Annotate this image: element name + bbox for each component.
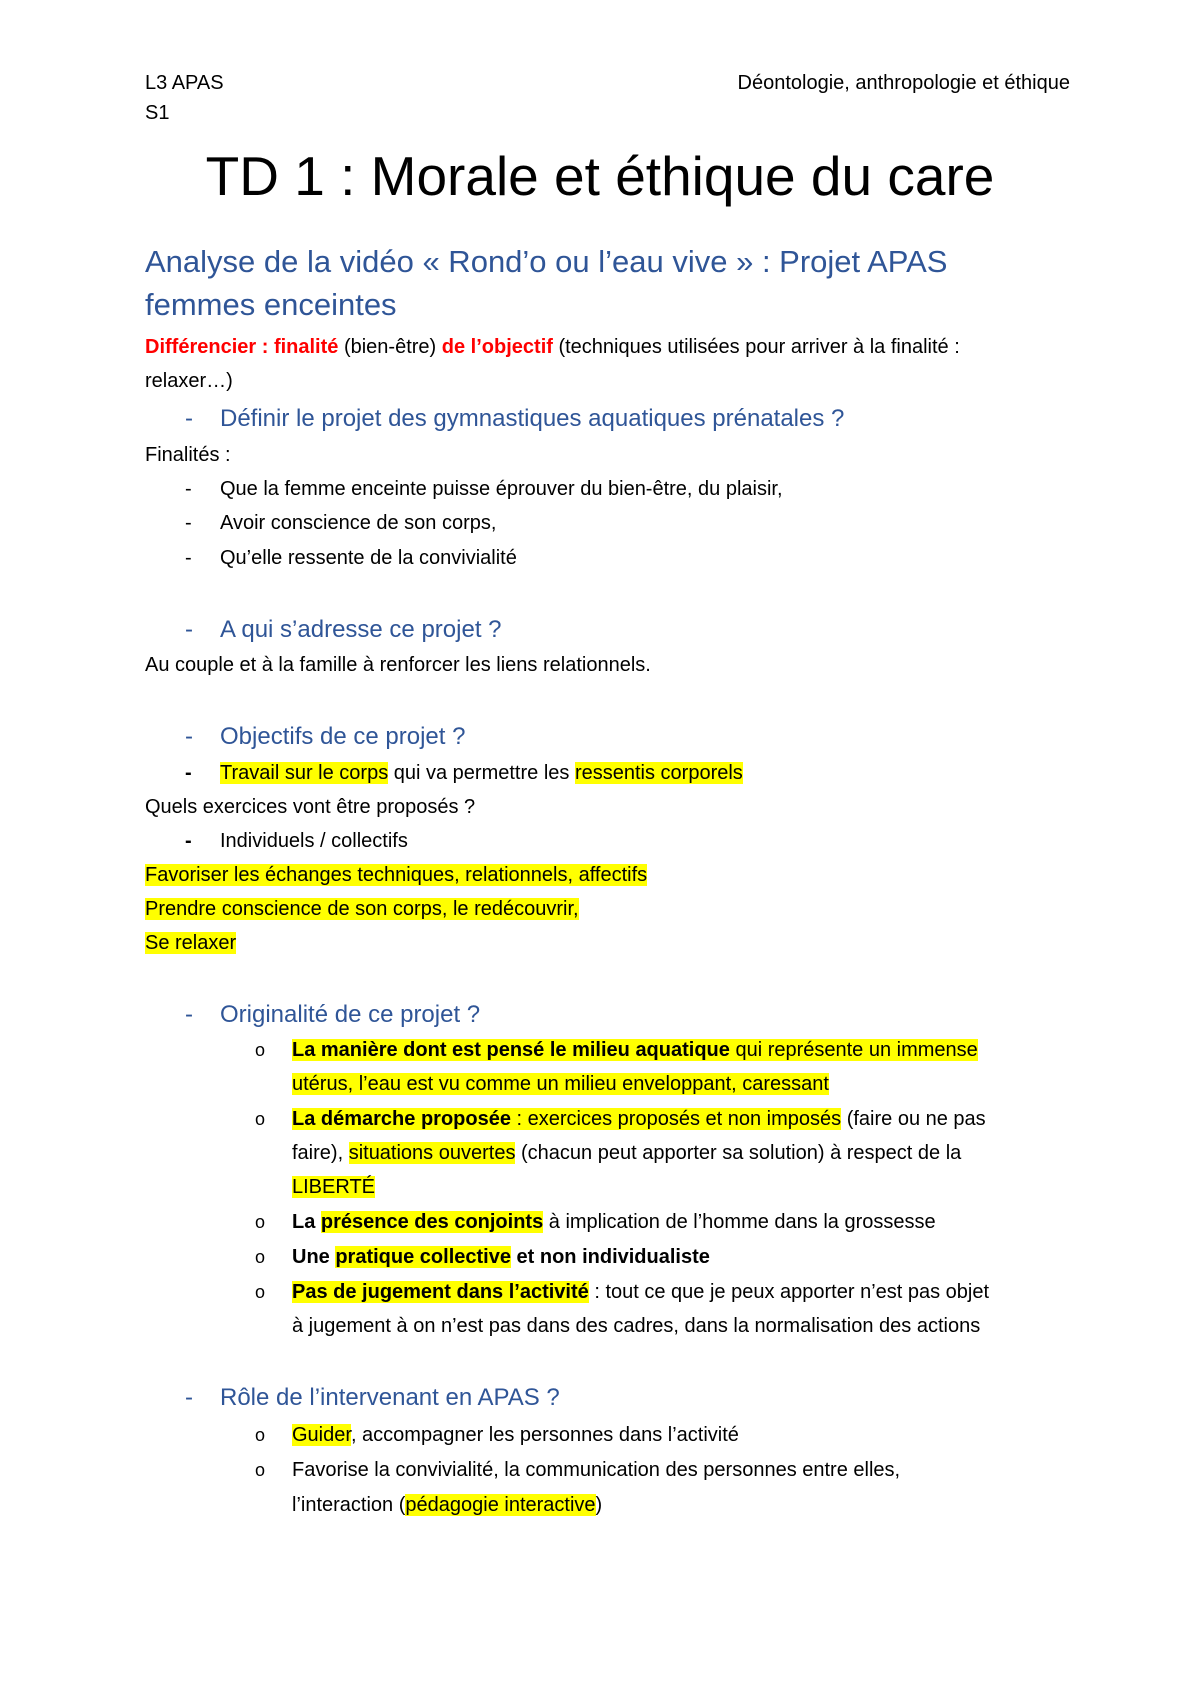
circle-bullet: o bbox=[255, 1425, 266, 1445]
highlight-demarche: La démarche proposée bbox=[292, 1108, 511, 1130]
intro-bien-etre: (bien-être) bbox=[343, 336, 437, 358]
highlight-liberte: LIBERTÉ bbox=[292, 1176, 375, 1198]
highlight-pratique: pratique collective bbox=[335, 1246, 511, 1268]
dash-bullet: - bbox=[185, 1001, 193, 1028]
highlight-line bbox=[145, 930, 236, 956]
role-item-2-line2 bbox=[292, 1492, 602, 1518]
finalite-item: Qu’elle ressente de la convivialité bbox=[220, 547, 517, 569]
une-text: Une bbox=[292, 1246, 336, 1268]
originalite-item-4 bbox=[292, 1244, 710, 1270]
circle-bullet: o bbox=[255, 1282, 266, 1302]
highlight-echanges: Favoriser les échanges techniques, relationnels, affectifs bbox=[145, 864, 648, 886]
interaction-text: l’interaction ( bbox=[292, 1494, 406, 1516]
highlight-line bbox=[145, 896, 579, 922]
finalites-label: Finalités : bbox=[145, 444, 231, 466]
question-1: Définir le projet des gymnastiques aquatiques prénatales ? bbox=[220, 405, 845, 432]
circle-bullet: o bbox=[255, 1212, 266, 1232]
originalite-item-2-line2 bbox=[292, 1140, 961, 1166]
dash-bullet: - bbox=[185, 616, 193, 643]
finalite-item: Avoir conscience de son corps, bbox=[220, 512, 497, 534]
pratique-rest: et non individualiste bbox=[510, 1246, 710, 1268]
highlight-pedagogie: pédagogie interactive bbox=[405, 1494, 596, 1516]
highlight-situations: situations ouvertes bbox=[348, 1142, 516, 1164]
header-subject: Déontologie, anthropologie et éthique bbox=[737, 72, 1070, 94]
finalite-item: Que la femme enceinte puisse éprouver du bien-être, du plaisir, bbox=[220, 478, 783, 500]
dash-bullet: - bbox=[185, 723, 193, 750]
highlight-conjoints: présence des conjoints bbox=[320, 1211, 544, 1233]
highlight-milieu: La manière dont est pensé le milieu aquatique bbox=[292, 1039, 730, 1061]
objectif-item bbox=[220, 760, 743, 786]
role-item-2: Favorise la convivialité, la communication des personnes entre elles, bbox=[292, 1459, 901, 1481]
intro-differencier: Différencier : bbox=[145, 336, 269, 358]
circle-bullet: o bbox=[255, 1247, 266, 1267]
originalite-item-1 bbox=[292, 1037, 978, 1063]
highlight-line bbox=[145, 862, 647, 888]
intro-objectif: de l’objectif bbox=[441, 336, 553, 358]
role-item-1 bbox=[292, 1422, 739, 1448]
guider-rest: , accompagner les personnes dans l’activité bbox=[350, 1424, 739, 1446]
header-course: L3 APAS bbox=[145, 72, 224, 94]
circle-bullet: o bbox=[255, 1460, 266, 1480]
originalite-item-5-line2: à jugement à on n’est pas dans des cadres, dans la normalisation des actions bbox=[292, 1315, 981, 1337]
circle-bullet: o bbox=[255, 1040, 266, 1060]
highlight-jugement: Pas de jugement dans l’activité bbox=[292, 1281, 589, 1303]
conjoints-rest: à implication de l’homme dans la grossesse bbox=[543, 1211, 936, 1233]
highlight-uterus: utérus, l’eau est vu comme un milieu enveloppant, caressant bbox=[292, 1073, 829, 1095]
dash-bullet: - bbox=[185, 762, 192, 784]
dash-bullet: - bbox=[185, 478, 192, 500]
la-text: La bbox=[292, 1211, 321, 1233]
intro-techniques: (techniques utilisées pour arriver à la finalité : bbox=[558, 336, 960, 358]
objectif-mid: qui va permettre les bbox=[388, 762, 575, 784]
dash-bullet: - bbox=[185, 1384, 193, 1411]
question-3: Objectifs de ce projet ? bbox=[220, 723, 466, 750]
demarche-rest: (faire ou ne pas bbox=[841, 1108, 986, 1130]
circle-bullet: o bbox=[255, 1109, 266, 1129]
originalite-item-2-line3 bbox=[292, 1174, 375, 1200]
dash-bullet: - bbox=[185, 547, 192, 569]
highlight-ressentis: ressentis corporels bbox=[574, 762, 743, 784]
highlight-travail: Travail sur le corps bbox=[220, 762, 389, 784]
originalite-item-2 bbox=[292, 1106, 986, 1132]
intro-line-2: relaxer…) bbox=[145, 370, 233, 392]
question-5: Rôle de l’intervenant en APAS ? bbox=[220, 1384, 560, 1411]
question-4: Originalité de ce projet ? bbox=[220, 1001, 481, 1028]
page-title: TD 1 : Morale et éthique du care bbox=[205, 145, 995, 207]
highlight-milieu-rest: qui représente un immense bbox=[729, 1039, 978, 1061]
intro-line-1 bbox=[145, 334, 960, 360]
highlight-exercices: : exercices proposés et non imposés bbox=[510, 1108, 842, 1130]
originalite-item-5 bbox=[292, 1279, 989, 1305]
originalite-item-3 bbox=[292, 1209, 936, 1235]
highlight-guider: Guider bbox=[292, 1424, 351, 1446]
exercises-question: Quels exercices vont être proposés ? bbox=[145, 796, 476, 818]
highlight-relaxer: Se relaxer bbox=[145, 932, 237, 954]
jugement-rest: : tout ce que je peux apporter n’est pas objet bbox=[588, 1281, 990, 1303]
section-heading: Analyse de la vidéo « Rond’o ou l’eau vive » : Projet APAS femmes enceintes bbox=[145, 244, 948, 322]
closing-paren: ) bbox=[595, 1494, 603, 1516]
exercises-item: Individuels / collectifs bbox=[220, 830, 408, 852]
situations-rest: (chacun peut apporter sa solution) à respect de la bbox=[515, 1142, 962, 1164]
answer-2: Au couple et à la famille à renforcer les liens relationnels. bbox=[145, 654, 651, 676]
header-semester: S1 bbox=[145, 102, 170, 124]
intro-finalite: finalité bbox=[273, 336, 339, 358]
dash-bullet: - bbox=[185, 830, 192, 852]
originalite-item-1-line2 bbox=[292, 1071, 829, 1097]
question-2: A qui s’adresse ce projet ? bbox=[220, 616, 502, 643]
faire-text: faire), bbox=[292, 1142, 349, 1164]
highlight-conscience: Prendre conscience de son corps, le redécouvrir, bbox=[145, 898, 579, 920]
dash-bullet: - bbox=[185, 512, 192, 534]
dash-bullet: - bbox=[185, 405, 193, 432]
